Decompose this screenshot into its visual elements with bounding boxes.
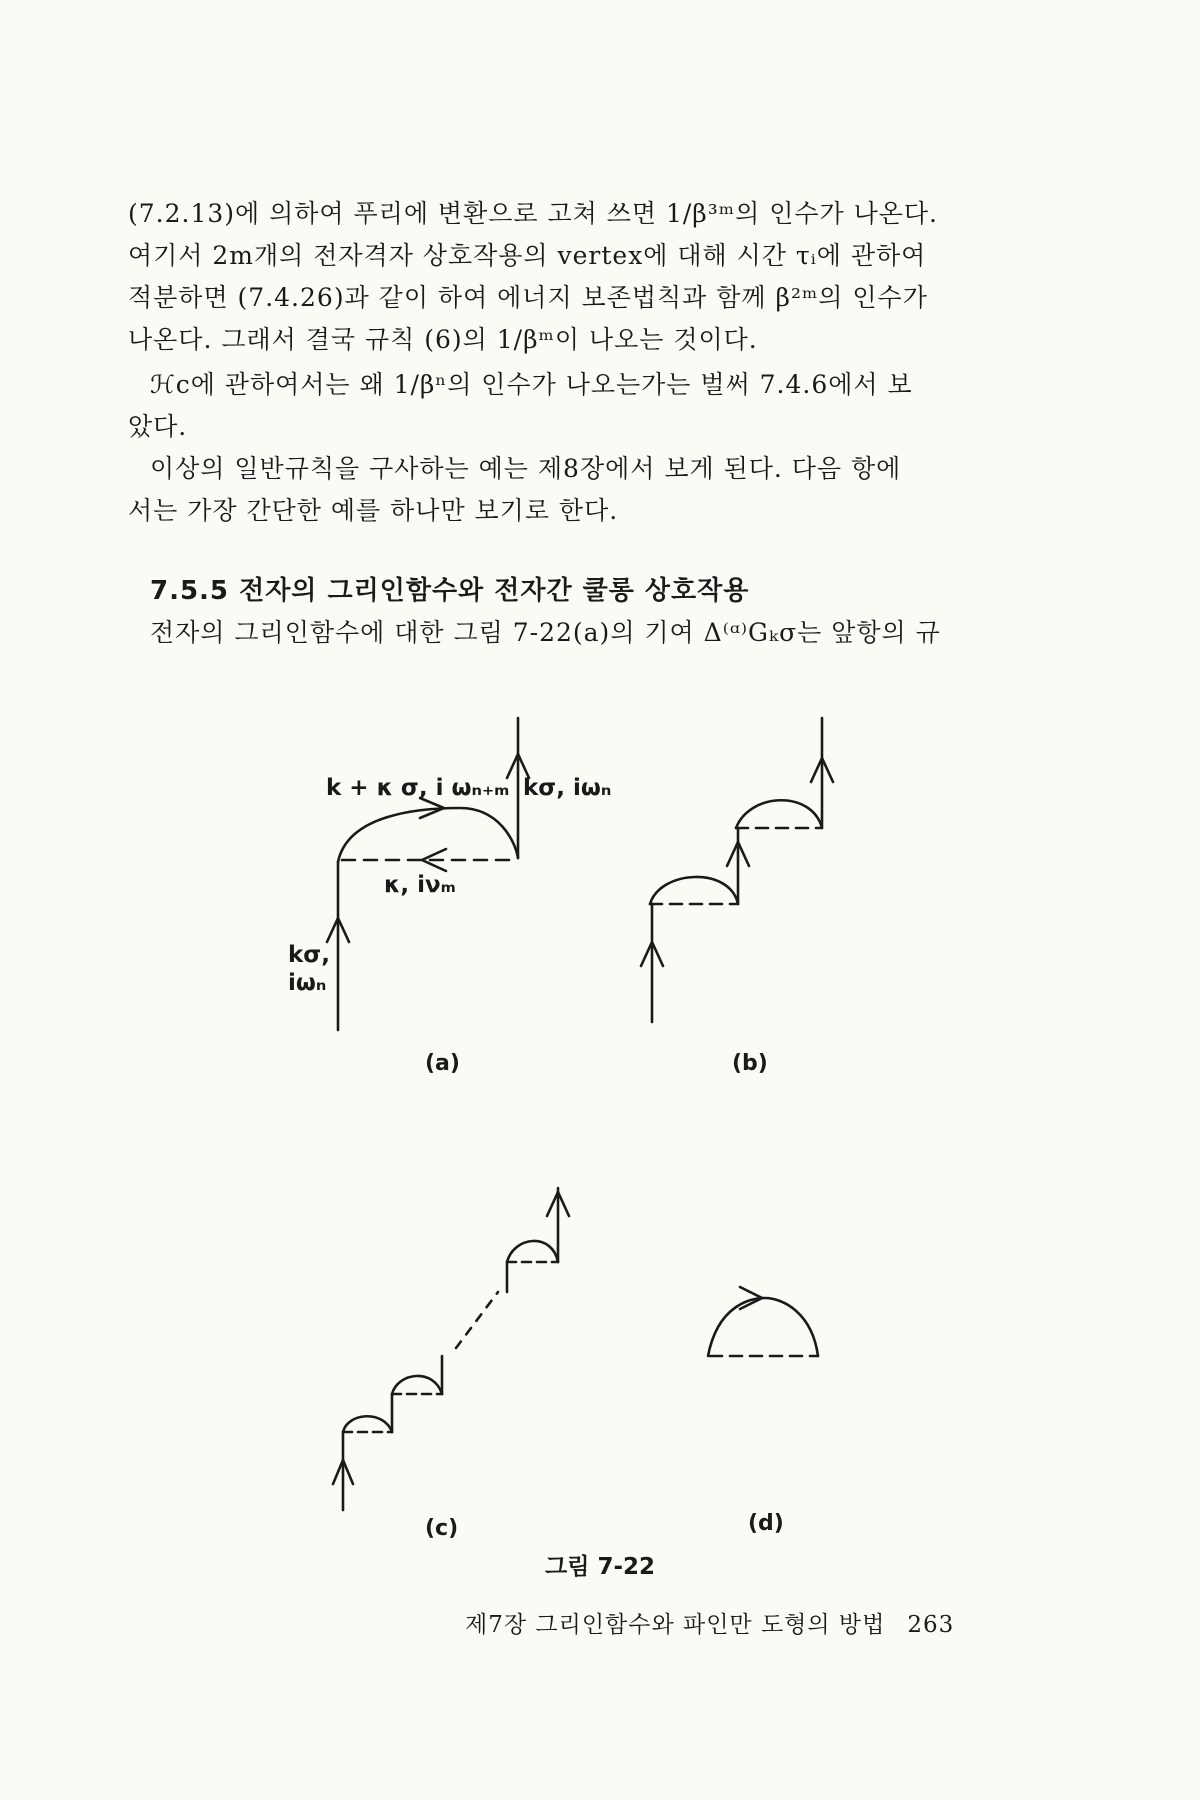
subfigure-label-a: (a)	[425, 1051, 460, 1076]
diagram-d	[708, 1287, 818, 1536]
diagram-b	[641, 718, 833, 1076]
electron-arc	[392, 1376, 442, 1394]
text-line: 았다.	[128, 412, 188, 441]
electron-arc	[708, 1298, 818, 1356]
electron-arc	[650, 877, 738, 904]
label-a-left-2: iωₙ	[288, 970, 327, 996]
continuation-dots	[456, 1292, 498, 1348]
figure-caption: 그림 7-22	[545, 1554, 655, 1580]
text-line: 이상의 일반규칙을 구사하는 예는 제8장에서 보게 된다. 다음 항에	[150, 454, 902, 483]
label-a-left-1: kσ,	[288, 942, 330, 968]
page-footer	[465, 1606, 954, 1639]
text-line: 서는 가장 간단한 예를 하나만 보기로 한다.	[128, 496, 619, 525]
chapter-title: 제7장 그리인함수와 파인만 도형의 방법	[465, 1612, 886, 1638]
electron-arc	[343, 1416, 392, 1432]
text-line: (7.2.13)에 의하여 푸리에 변환으로 고쳐 쓰면 1/β³ᵐ의 인수가 나온다.	[128, 199, 938, 228]
diagram-c	[333, 1188, 569, 1541]
label-a-mid: κ, iνₘ	[384, 872, 456, 898]
subfigure-label-c: (c)	[425, 1516, 459, 1541]
text-line: 전자의 그리인함수에 대한 그림 7-22(a)의 기여 Δ⁽ᵅ⁾Gₖσ는 앞항의 규	[150, 618, 941, 647]
page-number: 263	[907, 1612, 955, 1638]
label-a-top: k + κ σ, i ωₙ₊ₘ	[326, 775, 510, 801]
electron-arc	[338, 808, 518, 862]
section-heading: 7.5.5 전자의 그리인함수와 전자간 쿨롱 상호작용	[150, 576, 750, 606]
text-line: ℋc에 관하여서는 왜 1/βⁿ의 인수가 나오는가는 벌써 7.4.6에서 보	[150, 370, 913, 399]
text-line: 적분하면 (7.4.26)과 같이 하여 에너지 보존법칙과 함께 β²ᵐ의 인수가	[128, 283, 928, 312]
electron-arc	[507, 1241, 558, 1262]
electron-arc	[736, 800, 822, 828]
diagram-a	[288, 718, 611, 1076]
subfigure-label-d: (d)	[748, 1511, 784, 1536]
text-line: 나온다. 그래서 결국 규칙 (6)의 1/βᵐ이 나오는 것이다.	[128, 325, 758, 354]
label-a-right: kσ, iωₙ	[523, 775, 612, 801]
subfigure-label-b: (b)	[732, 1051, 768, 1076]
text-line: 여기서 2m개의 전자격자 상호작용의 vertex에 대해 시간 τᵢ에 관하여	[128, 241, 927, 270]
